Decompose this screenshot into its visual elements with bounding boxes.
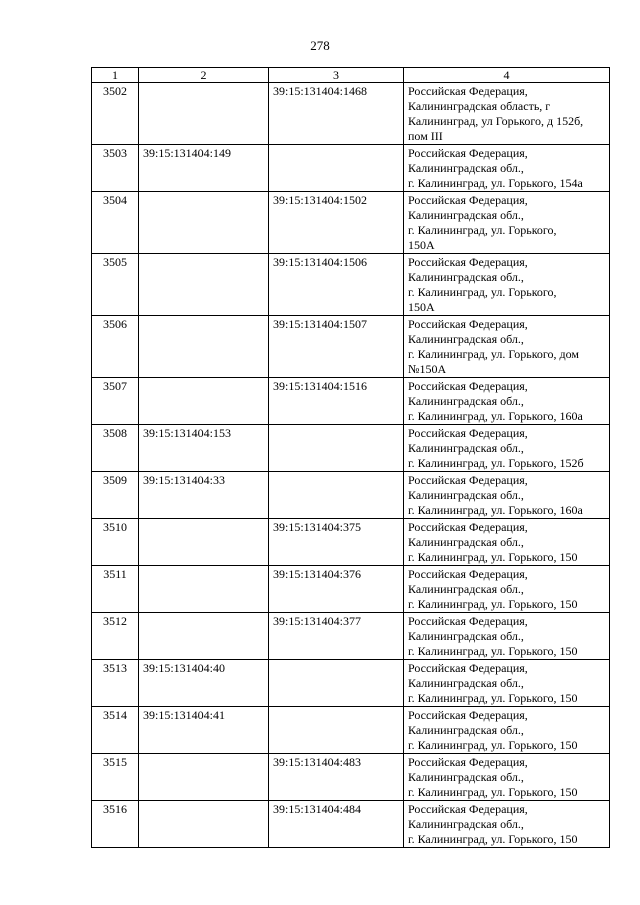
cadastral-number-col-2 — [139, 801, 269, 848]
address-line: Калининградская обл., — [408, 629, 524, 643]
table-row — [92, 472, 610, 519]
row-number: 3508 — [92, 425, 139, 472]
cadastral-number-col-3 — [269, 425, 404, 472]
address-line: Калининградская обл., — [408, 332, 524, 346]
address-line: Калининградская обл., — [408, 723, 524, 737]
address-line: Российская Федерация, — [408, 755, 528, 769]
table-body — [92, 83, 610, 848]
address-line: №150А — [408, 362, 447, 376]
address-line: Российская Федерация, — [408, 379, 528, 393]
address-line: Российская Федерация, — [408, 317, 528, 331]
address-line: 150А — [408, 300, 435, 314]
table-row — [92, 254, 610, 316]
row-number: 3512 — [92, 613, 139, 660]
cadastral-number-col-2 — [139, 83, 269, 145]
table-header — [92, 68, 610, 83]
table-row — [92, 566, 610, 613]
cadastral-number-col-3: 39:15:131404:1516 — [269, 378, 404, 425]
row-number: 3510 — [92, 519, 139, 566]
address-line: пом III — [408, 129, 443, 143]
table-row — [92, 613, 610, 660]
cadastral-number-col-3 — [269, 707, 404, 754]
row-number: 3511 — [92, 566, 139, 613]
table-row — [92, 83, 610, 145]
address-line: Калининградская обл., — [408, 441, 524, 455]
cadastral-number-col-2 — [139, 754, 269, 801]
address-line: Российская Федерация, — [408, 84, 528, 98]
table-row — [92, 378, 610, 425]
address-cell — [404, 83, 610, 145]
address-line: г. Калининград, ул. Горького, 150 — [408, 597, 578, 611]
address-cell — [404, 425, 610, 472]
table-row — [92, 425, 610, 472]
address-line: Российская Федерация, — [408, 520, 528, 534]
table-row — [92, 145, 610, 192]
address-cell — [404, 192, 610, 254]
registry-table — [91, 67, 610, 848]
address-line: Российская Федерация, — [408, 661, 528, 675]
table-row — [92, 707, 610, 754]
address-line: Российская Федерация, — [408, 708, 528, 722]
address-line: Калининградская обл., — [408, 161, 524, 175]
address-line: г. Калининград, ул. Горького, 150 — [408, 738, 578, 752]
cadastral-number-col-2 — [139, 192, 269, 254]
row-number: 3513 — [92, 660, 139, 707]
address-line: Калининградская область, г — [408, 99, 551, 113]
address-line: Калининград, ул Горького, д 152б, — [408, 114, 584, 128]
cadastral-number-col-2: 39:15:131404:153 — [139, 425, 269, 472]
cadastral-number-col-2 — [139, 378, 269, 425]
address-line: г. Калининград, ул. Горького, 160а — [408, 503, 583, 517]
address-line: Калининградская обл., — [408, 488, 524, 502]
cadastral-number-col-2: 39:15:131404:149 — [139, 145, 269, 192]
address-line: г. Калининград, ул. Горького, 160а — [408, 409, 583, 423]
row-number: 3502 — [92, 83, 139, 145]
cadastral-number-col-3 — [269, 472, 404, 519]
address-line: Калининградская обл., — [408, 394, 524, 408]
cadastral-number-col-2 — [139, 316, 269, 378]
address-line: 150А — [408, 238, 435, 252]
row-number: 3504 — [92, 192, 139, 254]
cadastral-number-col-3: 39:15:131404:1507 — [269, 316, 404, 378]
address-line: г. Калининград, ул. Горького, 150 — [408, 832, 578, 846]
table-row — [92, 192, 610, 254]
cadastral-number-col-3: 39:15:131404:375 — [269, 519, 404, 566]
table-row — [92, 754, 610, 801]
cadastral-number-col-3: 39:15:131404:1468 — [269, 83, 404, 145]
row-number: 3516 — [92, 801, 139, 848]
address-cell — [404, 754, 610, 801]
table-row — [92, 660, 610, 707]
cadastral-number-col-2: 39:15:131404:33 — [139, 472, 269, 519]
cadastral-number-col-3: 39:15:131404:1502 — [269, 192, 404, 254]
address-line: Калининградская обл., — [408, 817, 524, 831]
address-line: Калининградская обл., — [408, 582, 524, 596]
address-line: Российская Федерация, — [408, 426, 528, 440]
address-line: Калининградская обл., — [408, 270, 524, 284]
address-cell — [404, 707, 610, 754]
address-line: г. Калининград, ул. Горького, 152б — [408, 456, 584, 470]
cadastral-number-col-2: 39:15:131404:41 — [139, 707, 269, 754]
address-line: Российская Федерация, — [408, 567, 528, 581]
row-number: 3515 — [92, 754, 139, 801]
cadastral-number-col-3 — [269, 145, 404, 192]
header-col-4: 4 — [404, 68, 610, 83]
address-line: Калининградская обл., — [408, 535, 524, 549]
cadastral-number-col-2 — [139, 519, 269, 566]
address-cell — [404, 316, 610, 378]
address-line: г. Калининград, ул. Горького, 154а — [408, 176, 583, 190]
cadastral-number-col-2 — [139, 613, 269, 660]
page-number: 278 — [310, 38, 330, 53]
address-cell — [404, 613, 610, 660]
table-row — [92, 801, 610, 848]
address-line: г. Калининград, ул. Горького, 150 — [408, 691, 578, 705]
row-number: 3506 — [92, 316, 139, 378]
header-col-2: 2 — [139, 68, 269, 83]
address-line: Калининградская обл., — [408, 676, 524, 690]
address-cell — [404, 472, 610, 519]
address-cell — [404, 254, 610, 316]
address-line: Российская Федерация, — [408, 193, 528, 207]
row-number: 3505 — [92, 254, 139, 316]
cadastral-number-col-2: 39:15:131404:40 — [139, 660, 269, 707]
header-col-1: 1 — [92, 68, 139, 83]
address-cell — [404, 519, 610, 566]
address-line: г. Калининград, ул. Горького, — [408, 285, 557, 299]
cadastral-number-col-2 — [139, 254, 269, 316]
address-cell — [404, 566, 610, 613]
row-number: 3503 — [92, 145, 139, 192]
address-line: Российская Федерация, — [408, 473, 528, 487]
cadastral-number-col-3: 39:15:131404:376 — [269, 566, 404, 613]
address-cell — [404, 660, 610, 707]
row-number: 3514 — [92, 707, 139, 754]
address-line: г. Калининград, ул. Горького, — [408, 223, 557, 237]
address-line: Российская Федерация, — [408, 614, 528, 628]
address-line: Российская Федерация, — [408, 255, 528, 269]
cadastral-number-col-3: 39:15:131404:377 — [269, 613, 404, 660]
address-cell — [404, 378, 610, 425]
cadastral-number-col-3: 39:15:131404:483 — [269, 754, 404, 801]
cadastral-number-col-2 — [139, 566, 269, 613]
address-line: Калининградская обл., — [408, 770, 524, 784]
header-col-3: 3 — [269, 68, 404, 83]
address-line: Российская Федерация, — [408, 146, 528, 160]
address-line: г. Калининград, ул. Горького, 150 — [408, 644, 578, 658]
address-line: г. Калининград, ул. Горького, дом — [408, 347, 580, 361]
address-line: г. Калининград, ул. Горького, 150 — [408, 785, 578, 799]
table-row — [92, 316, 610, 378]
header-row — [92, 68, 610, 83]
row-number: 3507 — [92, 378, 139, 425]
address-line: Российская Федерация, — [408, 802, 528, 816]
table-row — [92, 519, 610, 566]
cadastral-number-col-3: 39:15:131404:484 — [269, 801, 404, 848]
cadastral-number-col-3: 39:15:131404:1506 — [269, 254, 404, 316]
address-cell — [404, 145, 610, 192]
address-line: Калининградская обл., — [408, 208, 524, 222]
address-cell — [404, 801, 610, 848]
row-number: 3509 — [92, 472, 139, 519]
cadastral-number-col-3 — [269, 660, 404, 707]
address-line: г. Калининград, ул. Горького, 150 — [408, 550, 578, 564]
